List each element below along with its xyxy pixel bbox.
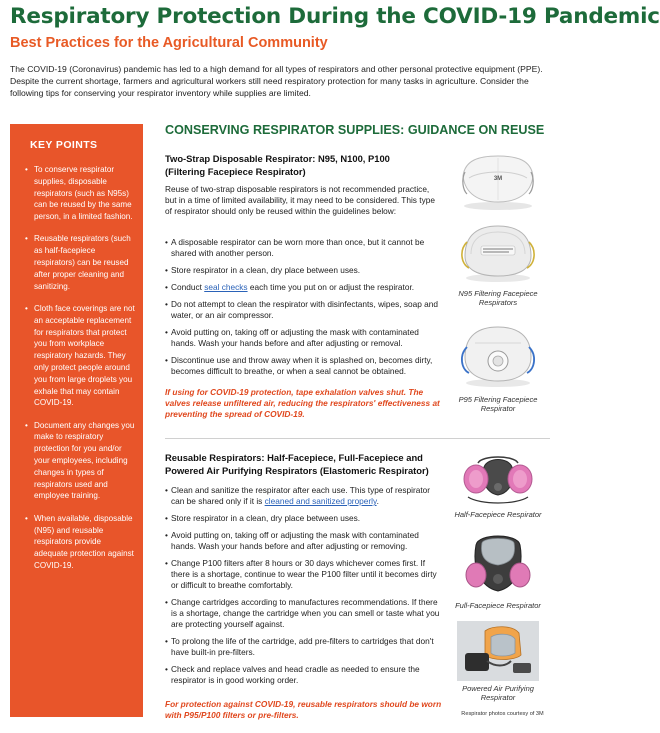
reusable-title-line1: Reusable Respirators: Half-Facepiece, Full-Facepiece and: [165, 452, 423, 463]
cleaned-sanitized-link[interactable]: cleaned and sanitized properly: [264, 496, 377, 507]
section-divider: [165, 438, 550, 439]
key-points-list: [24, 164, 136, 582]
n95-flat-fold-photo: [455, 150, 541, 212]
reusable-bullet: • Change cartridges according to manufactures recommendations. If there is a shortage, change the cartridge when you can smell or taste what you are protecting yourself against.: [165, 597, 442, 631]
p95-photo: [455, 323, 541, 389]
disposable-bullet: • Conduct seal checks each time you put on or adjust the respirator.: [165, 282, 441, 293]
reusable-title: [165, 451, 455, 477]
reusable-bullet: • Check and replace valves and head cradle as needed to ensure the respirator is in good working order.: [165, 664, 442, 686]
photo-credit: Respirator photos courtesy of 3M: [461, 711, 544, 717]
disposable-bullet: • Store respirator in a clean, dry place between uses.: [165, 265, 441, 276]
papr-photo: [457, 621, 539, 681]
seal-checks-link[interactable]: seal checks: [204, 281, 248, 292]
disposable-intro: Reuse of two-strap disposable respirators is not recommended practice, but in a time of limited availability, it may need to be considered. This type of respirator should only be reused within the guidelines below:: [165, 184, 435, 217]
key-point-item: • Reusable respirators (such as half-facepiece respirators) can be reused after proper cleaning and sanitizing.: [24, 233, 136, 292]
key-point-item: • To conserve respirator supplies, disposable respirators (such as N95s) can be reused by the same person, in a limited fashion.: [24, 164, 136, 223]
reusable-bullets: [165, 485, 442, 692]
n95-caption: N95 Filtering Facepiece Respirators: [458, 289, 538, 307]
reusable-bullet: • Avoid putting on, taking off or adjusting the mask with contaminated hands. Wash your hands before and after adjusting or removing.: [165, 530, 442, 552]
page-subtitle: Best Practices for the Agricultural Community: [10, 35, 328, 51]
p95-caption: P95 Filtering Facepiece Respirator: [458, 395, 538, 413]
page-title: Respiratory Protection During the COVID-19 Pandemic: [10, 4, 660, 29]
half-facepiece-caption: Half-Facepiece Respirator: [454, 510, 542, 519]
disposable-title-line2: (Filtering Facepiece Respirator): [165, 166, 306, 177]
half-facepiece-photo: [460, 449, 536, 507]
disposable-bullet: • Discontinue use and throw away when it is splashed on, becomes dirty, becomes difficult to breathe, or when a seal cannot be obtained.: [165, 355, 441, 377]
3m-logo-text: 3M: [493, 176, 503, 182]
reusable-bullet: • Store respirator in a clean, dry place between uses.: [165, 513, 442, 524]
disposable-bullet: • Avoid putting on, taking off or adjusting the mask with contaminated hands. Wash your hands before and after adjusting or removal.: [165, 327, 441, 349]
n95-cup-photo: [455, 220, 541, 284]
reusable-bullet: • Clean and sanitize the respirator after each use. This type of respirator can be shared only if it is cleaned and sanitized properly.: [165, 485, 442, 507]
disposable-note: If using for COVID-19 protection, tape exhalation valves shut. The valves release unfiltered air, reducing the respirators' effectiveness at preventing the spread of COVID-19.: [165, 387, 440, 420]
section-title: CONSERVING RESPIRATOR SUPPLIES: GUIDANCE ON REUSE: [165, 123, 545, 137]
reusable-title-line2: Powered Air Purifying Respirators (Elastomeric Respirator): [165, 465, 429, 476]
disposable-bullet: • Do not attempt to clean the respirator with disinfectants, wipes, soap and water, or an air compressor.: [165, 299, 441, 321]
disposable-title: [165, 152, 445, 178]
intro-paragraph: The COVID-19 (Coronavirus) pandemic has led to a high demand for all types of respirators and other personal protective equipment (PPE). Despite the current shortage, farmers and agricultural workers still need respiratory protection for many tasks in agriculture. Consider the following tips for conserving your respirator inventory while supplies are limited.: [10, 64, 543, 99]
full-facepiece-caption: Full-Facepiece Respirator: [455, 601, 541, 610]
full-facepiece-photo: [462, 527, 534, 597]
key-point-item: • Document any changes you make to respiratory protection for you and/or your employees, including changes in types of respirators used and employee training.: [24, 420, 136, 503]
key-point-item: • When available, disposable (N95) and reusable respirators provide adequate protection against COVID-19.: [24, 513, 136, 572]
key-points-title: KEY POINTS: [30, 139, 98, 151]
disposable-bullet: • A disposable respirator can be worn more than once, but it cannot be shared with another person.: [165, 237, 441, 259]
reusable-bullet: • To prolong the life of the cartridge, add pre-filters to cartridges that don't have built-in pre-filters.: [165, 636, 442, 658]
disposable-title-line1: Two-Strap Disposable Respirator: N95, N100, P100: [165, 153, 390, 164]
key-point-item: • Cloth face coverings are not an acceptable replacement for respirators that protect you from workplace respiratory hazards. They only protect people around you from large droplets you exhale that may contain COVID-19.: [24, 303, 136, 409]
key-points-sidebar: [10, 124, 143, 717]
reusable-note: For protection against COVID-19, reusable respirators should be worn with P95/P100 filters or pre-filters.: [165, 699, 442, 721]
reusable-bullet: • Change P100 filters after 8 hours or 30 days whichever comes first. If there is a shortage, continue to wear the P100 filter until it becomes dirty or difficult to breathe comfortably.: [165, 558, 442, 592]
papr-caption: Powered Air Purifying Respirator: [462, 684, 534, 702]
disposable-bullets: [165, 237, 441, 383]
